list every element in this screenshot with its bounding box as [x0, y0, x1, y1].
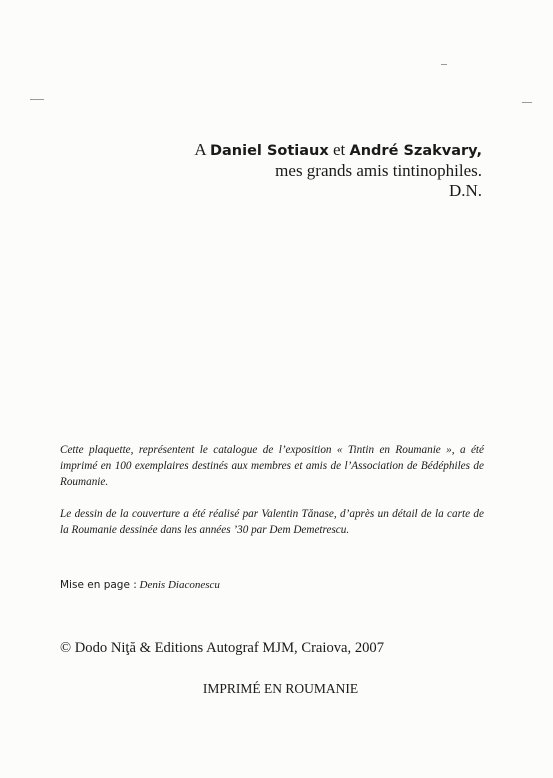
- dedication-prefix: A: [194, 140, 206, 159]
- colophon-paragraph-cover: Le dessin de la couverture a été réalisé par Valentin Tănase, d’après un détail de la carte de la Roumanie dessinée dans les années ’30 par Dem Demetrescu.: [60, 508, 484, 536]
- dedication-line-2: mes grands amis tintinophiles.: [275, 161, 482, 180]
- dedicatee-name-1: Daniel Sotiaux: [209, 143, 329, 159]
- layout-credit-label: Mise en page :: [60, 579, 137, 591]
- dedication: [194, 140, 482, 201]
- print-speck: [522, 102, 532, 103]
- dedication-line-1: [194, 140, 482, 161]
- dedication-conjunction: et: [332, 140, 346, 159]
- imprint-notice: IMPRIMÉ EN ROUMANIE: [202, 681, 359, 696]
- dedication-signature: D.N.: [448, 181, 482, 200]
- copyright-notice: © Dodo Niţă & Editions Autograf MJM, Craiova, 2007: [60, 640, 385, 656]
- layout-credit: [60, 577, 220, 593]
- dedicatee-name-2: André Szakvary,: [349, 143, 482, 159]
- print-speck: [441, 64, 447, 65]
- layout-credit-name: Denis Diaconescu: [139, 579, 220, 591]
- print-speck: [30, 99, 44, 100]
- colophon-paragraph-catalogue: Cette plaquette, représentent le catalogue de l’exposition « Tintin en Roumanie », a été imprimé en 100 exemplaires destinés aux membres et amis de l’Association de Bédéphiles de Roumanie.: [60, 444, 484, 488]
